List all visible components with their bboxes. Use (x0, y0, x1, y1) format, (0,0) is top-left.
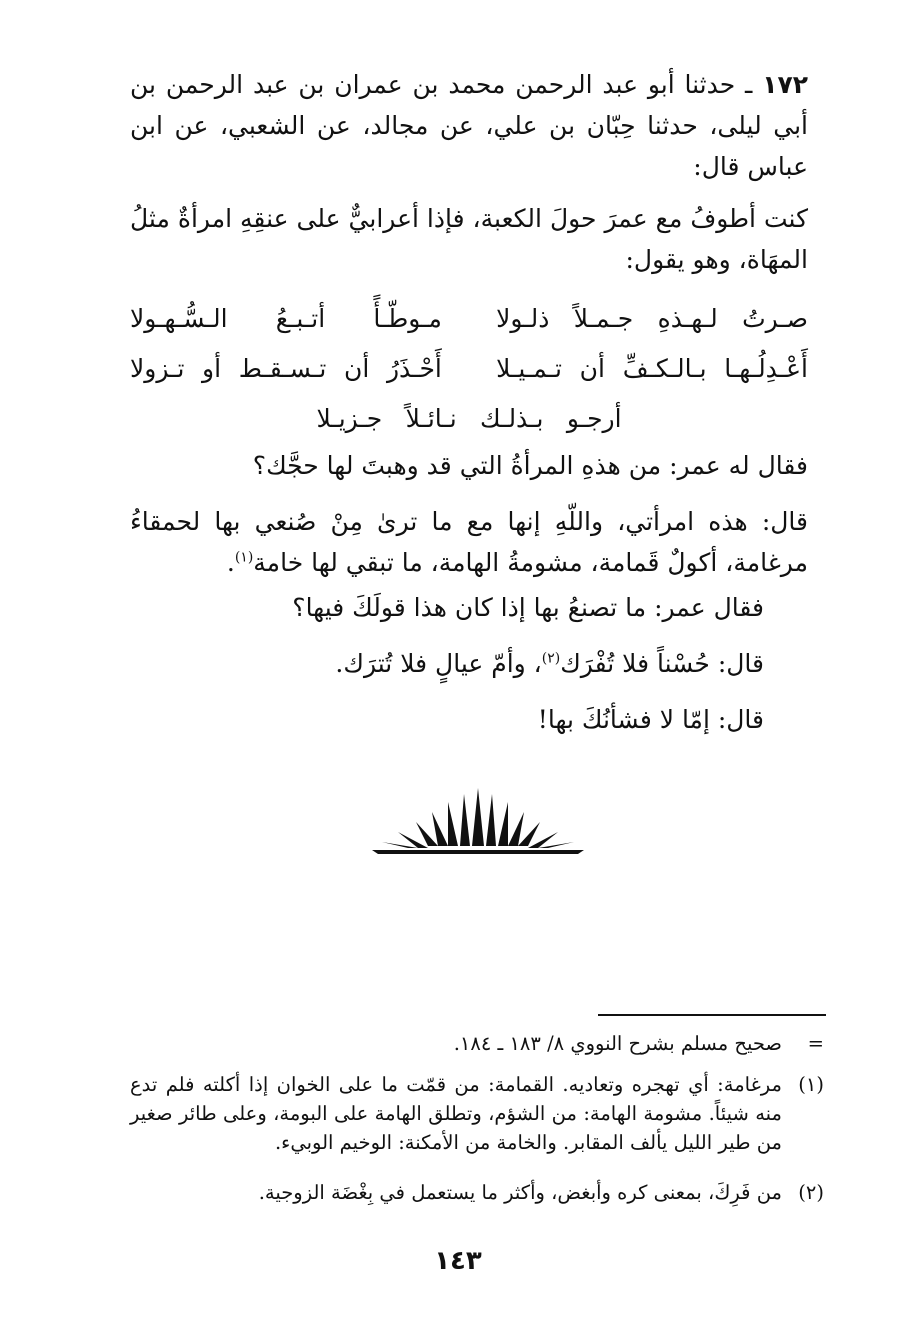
poem-verse-1-first-hemistich: صـرتُ لـهـذهِ جـمـلاً ذلـولا (496, 304, 808, 333)
poem-verse-2-second-hemistich: أَحْـذَرُ أن تـسـقـط أو تـزولا (130, 354, 442, 383)
hadith-isnad-paragraph (130, 64, 808, 187)
footnote-continued-text: صحيح مسلم بشرح النووي ٨/ ١٨٣ ـ ١٨٤. (453, 1032, 782, 1055)
footnote-ref-1: (١) (234, 549, 254, 566)
bedouin-answer-2-start: قال: حُسْناً فلا تُفْرَك (560, 649, 764, 678)
footnote-2 (130, 1178, 824, 1207)
bedouin-answer-1 (130, 501, 808, 583)
hadith-number: ١٧٢ (762, 70, 808, 99)
bedouin-answer-1-text: قال: هذه امرأتي، واللّهِ إنها مع ما ترىٰ مِنْ صُنعي بها لحمقاءُ مرغامة، أكولٌ قَمامة، مشومةُ الهامة، ما تبقي لها خامة (130, 507, 808, 577)
page-number: ١٤٣ (434, 1246, 482, 1276)
footnote-ref-2: (٢) (541, 650, 561, 667)
sunburst-ornament (372, 786, 584, 856)
poem-verse-2 (130, 346, 808, 396)
footnote-1-text: مرغامة: أي تهجره وتعاديه. القمامة: من قمّت ما على الخوان إذا أكلته فلم تدع منه شيئاً. مشومة الهامة: من الشؤم، وتطلق الهامة على البومة، وعلى طائر صغير من طير الليل يألف المقابر. والخامة من الأمكنة: الوخيم الوبيء. (130, 1073, 782, 1154)
footnote-continued-mark: = (807, 1032, 824, 1055)
umar-reply: قال: إمّا لا فشأنُكَ بها! (537, 705, 764, 734)
hadith-intro: كنت أطوفُ مع عمرَ حولَ الكعبة، فإذا أعرابيٌّ على عنقِهِ امرأةٌ مثلُ المهَاة، وهو يقول: (130, 204, 808, 274)
footnote-2-mark: (٢) (798, 1181, 824, 1204)
footnote-1-mark: (١) (798, 1073, 824, 1096)
umar-question-2: فقال عمر: ما تصنعُ بها إذا كان هذا قولَكَ فيها؟ (292, 593, 764, 622)
bedouin-answer-1-end: . (226, 548, 235, 577)
footnote-separator (598, 1014, 826, 1016)
bedouin-answer-2 (220, 643, 764, 684)
footnote-1 (130, 1070, 824, 1157)
umar-question-1: فقال له عمر: من هذهِ المرأةُ التي قد وهبتَ لها حجَّك؟ (252, 451, 808, 480)
footnote-continued (130, 1029, 824, 1058)
poem-verse-1-second-hemistich: مـوطّـأً أتـبـعُ الـسُّـهـولا (130, 304, 442, 333)
poem-verse-1 (130, 296, 808, 346)
poem-verse-3-line: أرجـو بـذلـك نـائـلاً جـزيـلا (316, 404, 622, 433)
hadith-isnad: ـ حدثنا أبو عبد الرحمن محمد بن عمران بن عبد الرحمن بن أبي ليلى، حدثنا حِبّان بن علي، عن مجالد، عن الشعبي، عن ابن عباس قال: (130, 70, 808, 181)
poem-verse-2-first-hemistich: أَعْـدِلُـهـا بـالـكـفِّ أن تـمـيـلا (496, 354, 808, 383)
bedouin-answer-2-end: ، وأمّ عيالٍ فلا تُترَك. (335, 649, 542, 678)
poem (130, 296, 808, 446)
footnote-2-text: من فَرِكَ، بمعنى كره وأبغض، وأكثر ما يستعمل في بِغْضَة الزوجية. (258, 1181, 782, 1204)
poem-verse-3 (130, 396, 808, 446)
